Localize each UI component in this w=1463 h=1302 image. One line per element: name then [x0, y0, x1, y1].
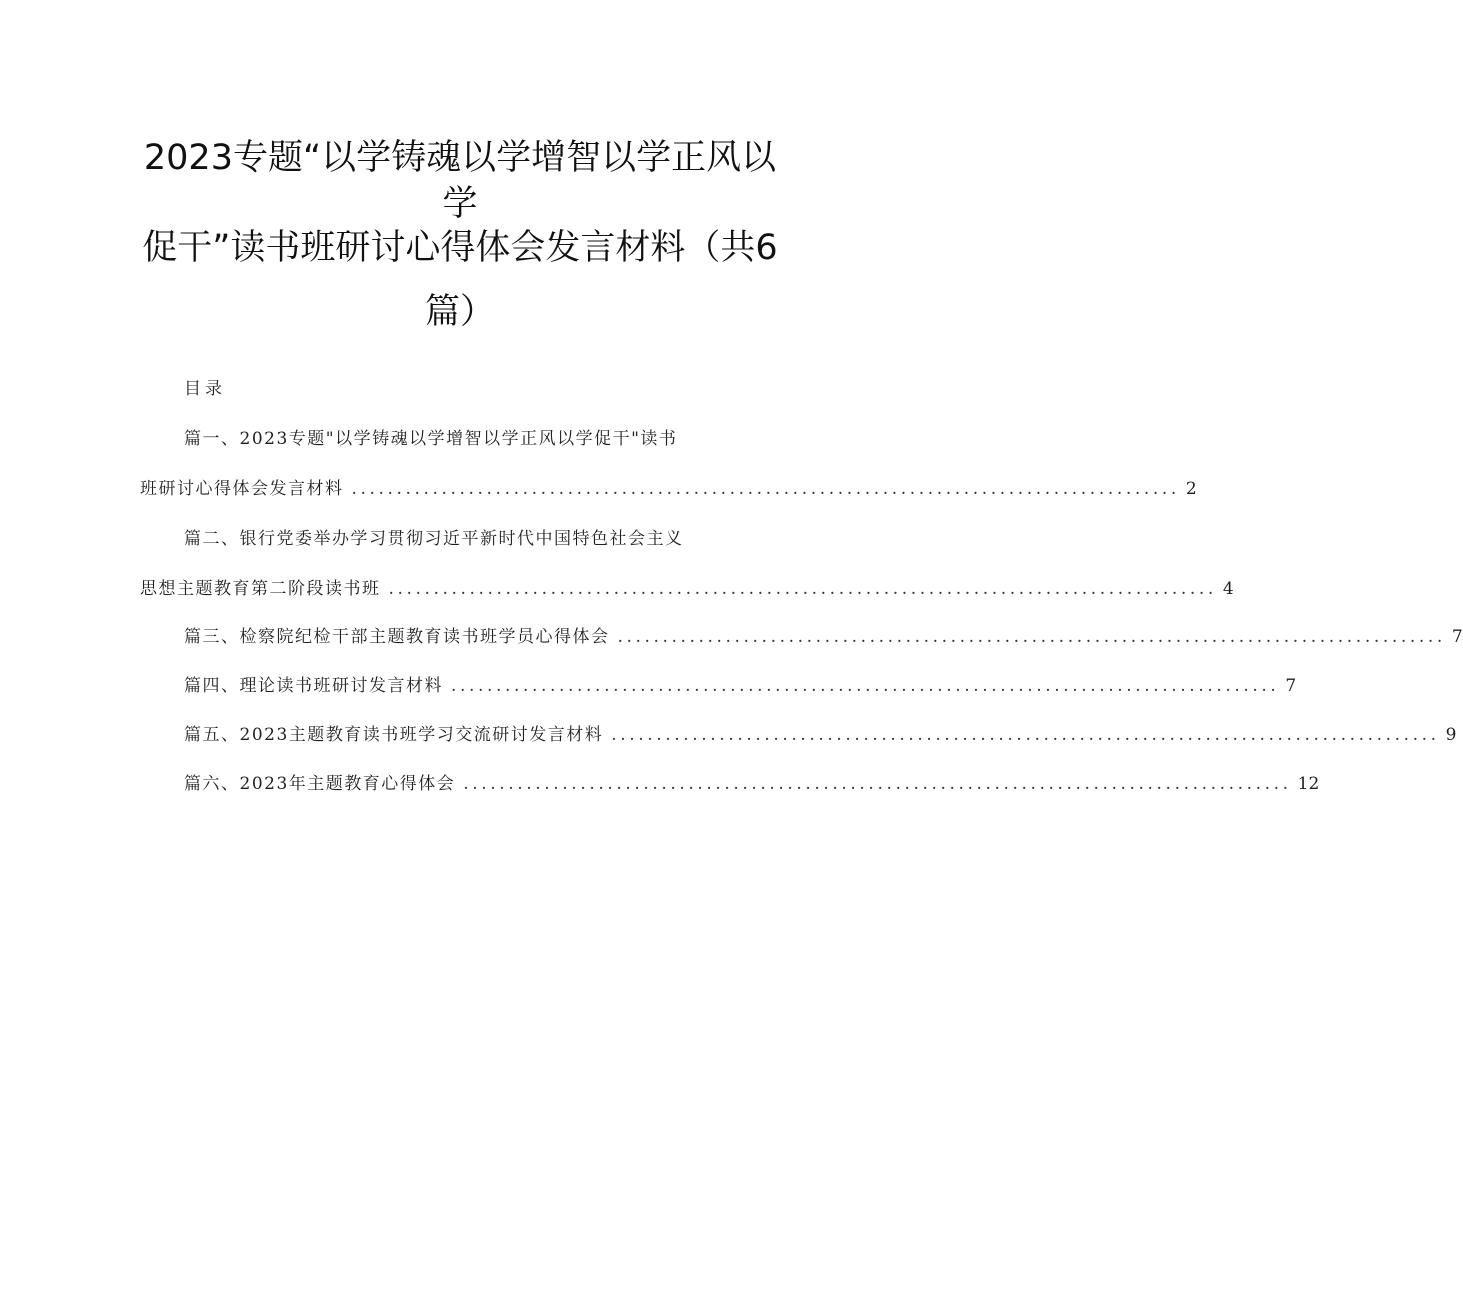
toc-entry-3[interactable] [184, 622, 1463, 647]
toc-entry-2-line-2[interactable] [140, 574, 1234, 599]
toc-entry-6[interactable] [184, 769, 1320, 794]
toc-entry-6-text: 篇六、2023年主题教育心得体会 [184, 774, 456, 794]
document-title-line-1: 2023专题“以学铸魂以学增智以学正风以 [143, 138, 777, 178]
toc-leader-dots: ............................................................................................ [463, 774, 1292, 794]
toc-leader-dots: ............................................................................................ [451, 676, 1280, 696]
toc-entry-1-line-1[interactable] [184, 424, 677, 449]
toc-leader-dots: ............................................................................................ [611, 725, 1440, 745]
toc-leader-dots: ............................................................................................ [617, 627, 1446, 647]
toc-entry-5-page: 9 [1445, 725, 1457, 745]
toc-entry-1-text: 篇一、2023专题"以学铸魂以学增智以学正风以学促干"读书 [184, 429, 678, 449]
toc-entry-4[interactable] [184, 671, 1297, 696]
toc-entry-2-page: 4 [1222, 579, 1234, 599]
toc-leader-dots: ............................................................................................ [351, 479, 1180, 499]
toc-entry-2-continuation: 思想主题教育第二阶段读书班 [140, 579, 381, 599]
toc-entry-4-text: 篇四、理论读书班研讨发言材料 [184, 676, 443, 696]
toc-entry-1-line-2[interactable] [140, 474, 1197, 499]
document-title-line-4: 篇） [424, 292, 495, 332]
toc-entry-2-text: 篇二、银行党委举办学习贯彻习近平新时代中国特色社会主义 [184, 529, 684, 549]
toc-entry-5-text: 篇五、2023主题教育读书班学习交流研讨发言材料 [184, 725, 604, 745]
toc-leader-dots: ............................................................................................ [388, 579, 1217, 599]
toc-entry-6-page: 12 [1297, 774, 1320, 794]
document-title-line-2: 学 [442, 184, 478, 224]
toc-entry-1-continuation: 班研讨心得体会发言材料 [140, 479, 344, 499]
toc-entry-1-page: 2 [1185, 479, 1197, 499]
toc-entry-3-page: 7 [1451, 627, 1463, 647]
toc-entry-5[interactable] [184, 720, 1457, 745]
toc-heading: 目录 [184, 379, 226, 399]
document-title-line-3: 促干”读书班研讨心得体会发言材料（共6 [142, 228, 778, 268]
toc-entry-2-line-1[interactable] [184, 524, 684, 549]
toc-entry-4-page: 7 [1285, 676, 1297, 696]
toc-entry-3-text: 篇三、检察院纪检干部主题教育读书班学员心得体会 [184, 627, 610, 647]
